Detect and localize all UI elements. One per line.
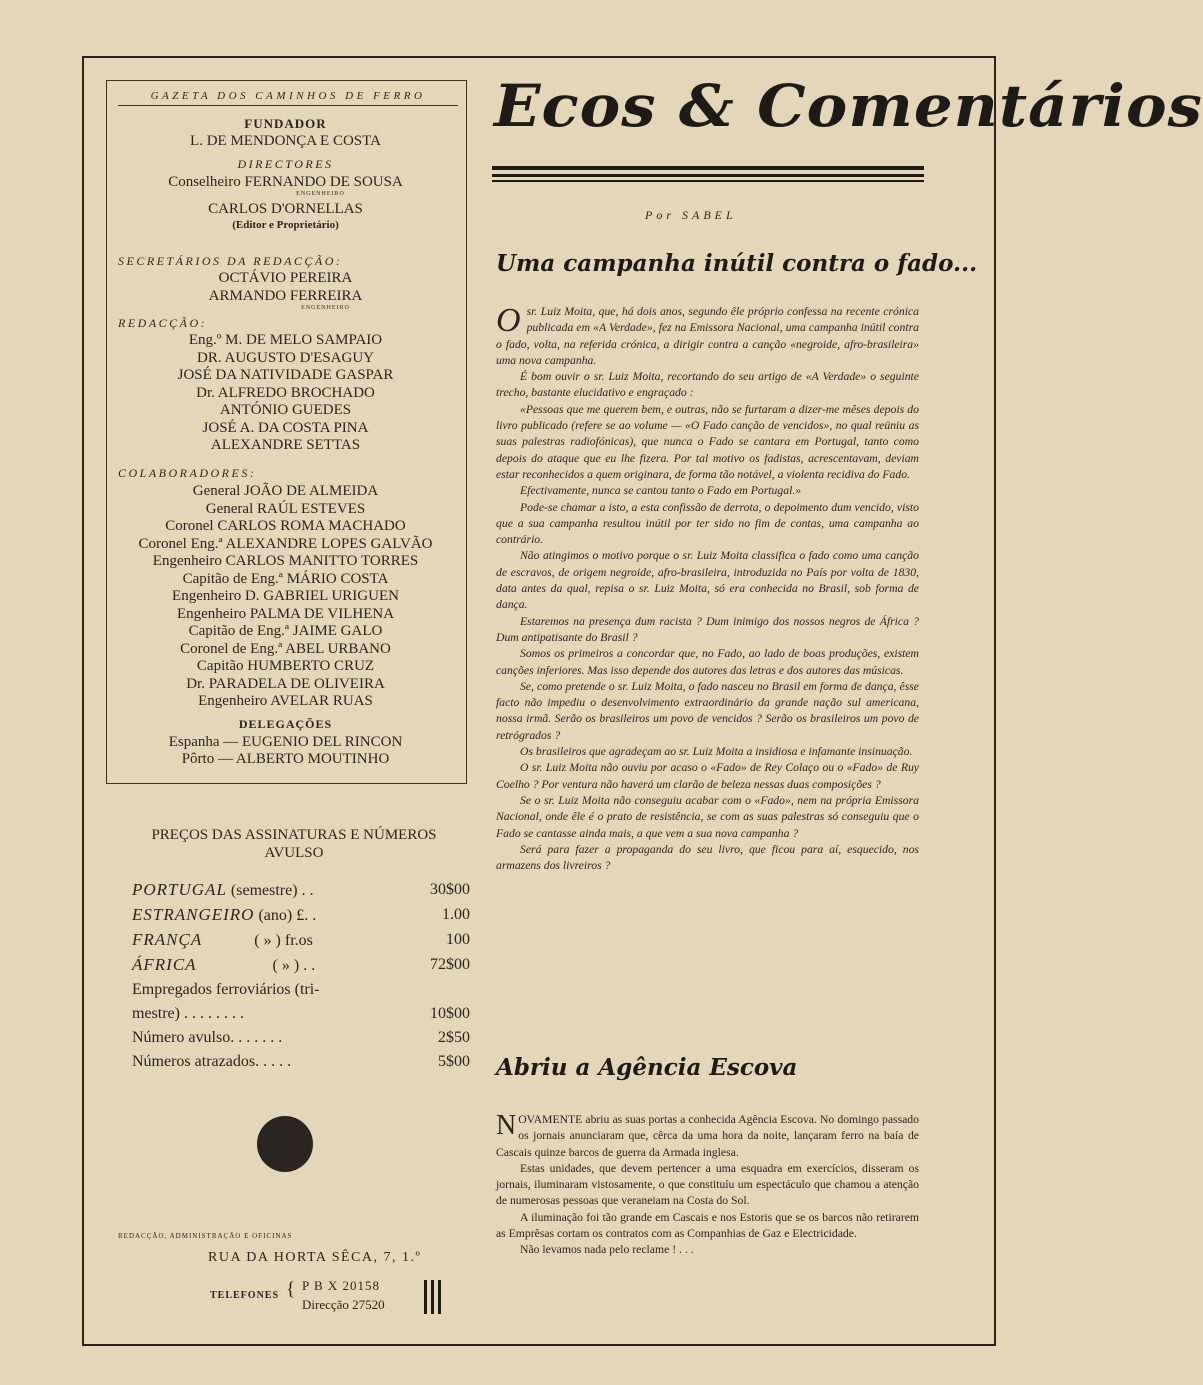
redaccao-item: JOSÉ A. DA COSTA PINA (202, 419, 369, 436)
column-title: Ecos & Comentários (494, 72, 1203, 140)
secretario-1: OCTÁVIO PEREIRA (218, 270, 353, 286)
colaborador-item: Engenheiro CARLOS MANITTO TORRES (152, 553, 419, 569)
drop-cap: N (496, 1110, 517, 1141)
drop-cap: O (496, 302, 521, 339)
redaccao-label: REDACÇÃO: (118, 316, 208, 330)
delegacao-item: Pôrto — ALBERTO MOUTINHO (181, 751, 390, 767)
secretario-2: ARMANDO FERREIRA (208, 287, 363, 304)
direccao-number: Direcção 27520 (302, 1297, 385, 1312)
redaccao-item: ALEXANDRE SETTAS (210, 437, 361, 453)
price-row (132, 1050, 470, 1074)
pbx-number: P B X 20158 (302, 1278, 381, 1293)
fundador-label: FUNDADOR (244, 116, 327, 131)
secretario-2-sub: ENGENHEIRO (301, 305, 350, 311)
price-region: FRANÇA (132, 930, 203, 949)
price-value: 30$00 (430, 881, 470, 898)
address-street: RUA DA HORTA SÊCA, 7, 1.º (208, 1250, 422, 1265)
colaborador-item: Coronel de Eng.ª ABEL URBANO (180, 640, 391, 657)
paragraph: Pode-se chamar a isto, a esta confissão de derrota, o depoimento dum vencido, visto que a sua campanha resultou inútil por ter sido no fim de contas, uma campanha ao contrário. (496, 500, 919, 547)
fundador-name: L. DE MENDONÇA E COSTA (190, 133, 381, 149)
price-period: ( » ) fr.os (254, 932, 313, 949)
price-label: Empregados ferroviários (tri- (132, 981, 320, 998)
paragraph: Os brasileiros que agradeçam ao sr. Luiz Moita a insidiosa e infamante insinuação. (520, 745, 913, 759)
colaborador-item: Capitão de Eng.ª JAIME GALO (188, 623, 383, 639)
paragraph: Não atingimos o motivo porque o sr. Luiz Moita classifica o fado como uma canção de escravos, de origem negroide, afro-brasileira, introduzida no País por volta de 1830, data antes da qual, repisa o sr. Luiz Moita, só era conhecida no Brasil, sob forma de dança. (496, 549, 919, 612)
price-period: ( » ) . . (272, 957, 316, 974)
colaborador-item: Engenheiro AVELAR RUAS (198, 693, 373, 709)
price-row (132, 1026, 470, 1050)
article-2-body (496, 1112, 919, 1259)
brace-icon: { (286, 1279, 296, 1300)
paragraph: O sr. Luiz Moita não ouviu por acaso o «Fado» de Rey Colaço ou o «Fado» de Ruy Coelho ? Por ventura não haverá um clarão de beleza nessas duas composições ? (496, 761, 919, 791)
paragraph: Não levamos nada pelo reclame ! . . . (520, 1243, 694, 1257)
director-2: CARLOS D'ORNELLAS (208, 201, 363, 217)
colaborador-item: Engenheiro D. GABRIEL URIGUEN (172, 588, 399, 604)
redaccao-item: Eng.º M. DE MELO SAMPAIO (188, 332, 383, 348)
paragraph: Se o sr. Luiz Moita não conseguiu acabar com o «Fado», nem na própria Emissora Nacional, onde êle é o prato de resistência, se com as suas palestras só conseguiu que o Fado se cantasse ainda mais, a que vem a sua nova campanha ? (496, 793, 919, 840)
fundador-block (106, 116, 465, 231)
price-label: mestre) . . . . . . . . (132, 1005, 244, 1022)
colaborador-item: Coronel Eng.ª ALEXANDRE LOPES GALVÃO (138, 535, 433, 552)
paragraph: Se, como pretende o sr. Luiz Moita, o fado nasceu no Brasil em forma de dança, êsse facto não impediu o desenvolvimento extraordinário da grande nação sul americana, nossa irmã. Serão os brasileiros um povo de vencidos ? Serão os brasileiros um povo de retrógrados ? (496, 679, 919, 742)
paragraph: A iluminação foi tão grande em Cascais e nos Estoris que se os barcos não retirarem as Emprêsas cortam os contratos com as Companhias de Gaz e Electricidade. (496, 1210, 919, 1241)
secretarios-block (106, 270, 465, 311)
price-region: ÁFRICA (132, 955, 197, 974)
redaccao-item: ANTÓNIO GUEDES (219, 402, 352, 418)
paragraph: É bom ouvir o sr. Luiz Moita, recortando do seu artigo de «A Verdade» o seguinte trecho, bastante elucidativo e engraçado : (496, 370, 919, 400)
bars-ornament (424, 1280, 445, 1319)
paragraph: NOVAMENTE abriu as suas portas a conhecida Agência Escova. No domingo passado os jornais anunciaram que, cêrca da uma hora da noite, lançaram ferro na baía de Cascais quinze barcos de guerra da Armada inglesa. (496, 1110, 919, 1159)
paragraph: Efectivamente, nunca se cantou tanto o Fado em Portugal.» (520, 484, 802, 498)
publication-name: GAZETA DOS CAMINHOS DE FERRO (118, 90, 458, 106)
colaboradores-label: COLABORADORES: (118, 466, 257, 480)
colaborador-item: Engenheiro PALMA DE VILHENA (176, 605, 395, 622)
price-row (132, 928, 470, 953)
price-row (132, 978, 470, 1002)
colaborador-item: General JOÃO DE ALMEIDA (192, 483, 379, 499)
paragraph: Será para fazer a propaganda do seu livro, que ficou para aí, esquecido, nos armazens dos livreiros ? (496, 842, 919, 873)
byline: Por SABEL (645, 208, 737, 222)
price-value: 1.00 (442, 906, 470, 923)
director-1-sub: ENGENHEIRO (296, 191, 345, 197)
price-region: ESTRANGEIRO (132, 905, 255, 924)
paragraph: Estas unidades, que devem pertencer a uma esquadra em exercícios, disseram os jornais, iluminaram vistosamente, o que constituíu um espectáculo que chamou a atenção de numerosas pessoas que veraneiam na Costa do Sol. (496, 1161, 919, 1208)
director-1: Conselheiro FERNANDO DE SOUSA (168, 173, 403, 190)
prices-title-2: AVULSO (264, 845, 324, 861)
paragraph: Somos os primeiros a concordar que, no Fado, ao lado de boas produções, existem canções inferiores. Mas isso depende dos autores das letras e dos autores das músicas. (496, 647, 919, 677)
price-period: (ano) £. . (258, 907, 317, 924)
delegacoes-label: DELEGAÇÕES (238, 716, 333, 731)
price-value: 72$00 (430, 956, 470, 973)
article-1-body (496, 304, 919, 874)
telefones-label: TELEFONES (210, 1290, 280, 1301)
directores-label: DIRECTORES (237, 156, 334, 171)
director-2-sub: (Editor e Proprietário) (232, 218, 339, 231)
ornament-disc (257, 1116, 313, 1172)
price-row (132, 953, 470, 978)
title-rule-3 (492, 180, 924, 182)
price-value: 100 (446, 931, 470, 948)
price-value: 10$00 (430, 1005, 470, 1022)
redaccao-item: JOSÉ DA NATIVIDADE GASPAR (177, 367, 394, 383)
price-region: PORTUGAL (132, 880, 227, 899)
price-row (132, 1002, 470, 1026)
price-value: 2$50 (438, 1029, 470, 1046)
paragraph: Osr. Luiz Moita, que, há dois anos, segundo êle próprio confessa na recente crónica publicada em «A Verdade», fez na Emissora Nacional, uma campanha inútil contra o fado, volta, na referida crónica, a dirigir contra a canção «negroide, afro-brasileira» uma nova campanha. (496, 302, 919, 367)
subscription-prices (118, 826, 470, 1074)
price-label: Número avulso. . . . . . . (132, 1029, 283, 1046)
colaborador-item: General RAÚL ESTEVES (205, 500, 366, 517)
paragraph: Estaremos na presença dum racista ? Dum inimigo dos nossos negros de África ? Dum antipatisante do Brasil ? (496, 614, 919, 644)
redaccao-item: Dr. ALFREDO BROCHADO (196, 384, 375, 401)
delegacao-item: Espanha — EUGENIO DEL RINCON (168, 733, 403, 750)
colaborador-item: Dr. PARADELA DE OLIVEIRA (186, 675, 385, 692)
price-value: 5$00 (438, 1053, 470, 1070)
paragraph: «Pessoas que me querem bem, e outras, não se furtaram a dizer-me mêses depois do livro publicado (refere se ao volume — «O Fado canção de vencidos», no qual reüniu as suas palestras radiofónicas), que nunca o Fado se cantara em Portugal, tanto como depois do ataque que eu lhe fizera. Por tal motivo os fadistas, acrescentavam, deviam estar reconhecidos a quem originara, de forma tão notável, a violenta recidiva do Fado. (496, 402, 919, 481)
prices-title: PREÇOS DAS ASSINATURAS E NÚMEROS (151, 827, 437, 843)
price-period: (semestre) . . (230, 882, 314, 899)
colaboradores-list (106, 483, 465, 769)
article-1-heading: Uma campanha inútil contra o fado... (496, 250, 978, 277)
article-2-heading: Abriu a Agência Escova (496, 1054, 798, 1081)
price-row (132, 878, 470, 903)
secretarios-label: SECRETÁRIOS DA REDACÇÃO: (118, 254, 343, 268)
title-rule-2 (492, 174, 924, 177)
colaborador-item: Capitão de Eng.ª MÁRIO COSTA (182, 570, 389, 587)
redaccao-list (106, 332, 465, 455)
redaccao-item: DR. AUGUSTO D'ESAGUY (196, 349, 375, 366)
price-label: Números atrazados. . . . . (132, 1053, 292, 1070)
title-rule-1 (492, 166, 924, 170)
price-row (132, 903, 470, 928)
colaborador-item: Coronel CARLOS ROMA MACHADO (165, 518, 406, 534)
address-label: REDACÇÃO, ADMINISTRAÇÃO E OFICINAS (118, 1232, 293, 1240)
colaborador-item: Capitão HUMBERTO CRUZ (196, 658, 375, 674)
